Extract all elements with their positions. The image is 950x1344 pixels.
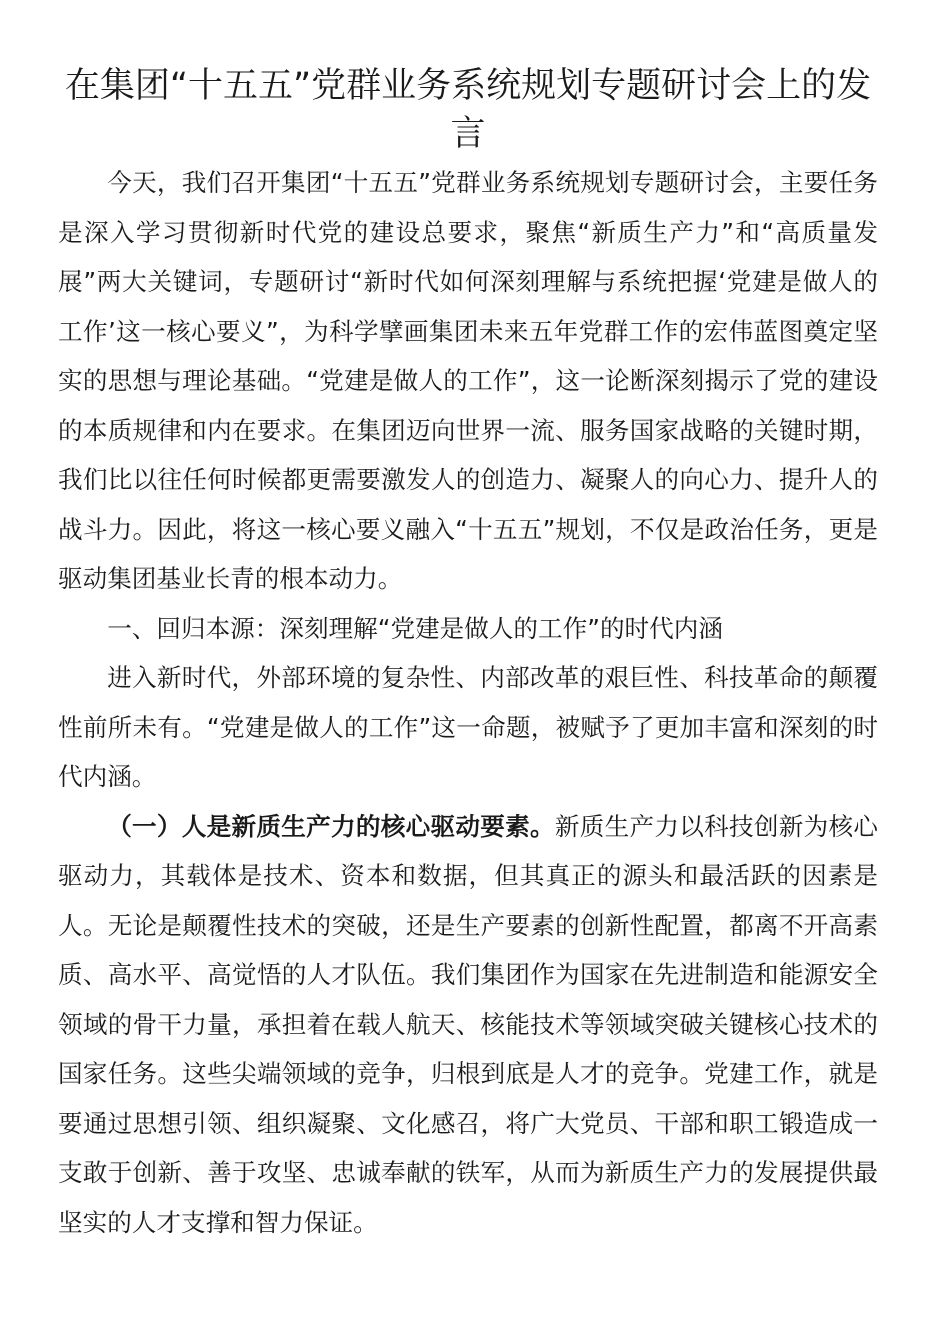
intro-paragraph: 今天，我们召开集团“十五五”党群业务系统规划专题研讨会，主要任务是深入学习贯彻新时代党的建设总要求，聚焦“新质生产力”和“高质量发展”两大关键词，专题研讨“新时代如何深刻理解与系统把握‘党建是做人的工作’这一核心要义”，为科学擘画集团未来五年党群工作的宏伟蓝图奠定坚实的思想与理论基础。“党建是做人的工作”，这一论断深刻揭示了党的建设的本质规律和内在要求。在集团迈向世界一流、服务国家战略的关键时期，我们比以往任何时候都更需要激发人的创造力、凝聚人的向心力、提升人的战斗力。因此，将这一核心要义融入“十五五”规划，不仅是政治任务，更是驱动集团基业长青的根本动力。 — [58, 168, 878, 593]
subsection-one-paragraph — [58, 802, 878, 1248]
section-one-heading: 一、回归本源：深刻理解“党建是做人的工作”的时代内涵 — [107, 613, 723, 643]
document-title: 在集团“十五五”党群业务系统规划专题研讨会上的发言 — [64, 66, 872, 154]
subsection-one-lead: （一）人是新质生产力的核心驱动要素。 — [107, 811, 555, 841]
document-page — [58, 62, 878, 1247]
subsection-one-body: 新质生产力以科技创新为核心驱动力，其载体是技术、资本和数据，但其真正的源头和最活跃的因素是人。无论是颠覆性技术的突破，还是生产要素的创新性配置，都离不开高素质、高水平、高觉悟的人才队伍。我们集团作为国家在先进制造和能源安全领域的骨干力量，承担着在载人航天、核能技术等领域突破关键核心技术的国家任务。这些尖端领域的竞争，归根到底是人才的竞争。党建工作，就是要通过思想引领、组织凝聚、文化感召，将广大党员、干部和职工锻造成一支敢于创新、善于攻坚、忠诚奉献的铁军，从而为新质生产力的发展提供最坚实的人才支撑和智力保证。 — [58, 811, 878, 1237]
section-one-paragraph: 进入新时代，外部环境的复杂性、内部改革的艰巨性、科技革命的颠覆性前所未有。“党建是做人的工作”这一命题，被赋予了更加丰富和深刻的时代内涵。 — [58, 663, 878, 791]
